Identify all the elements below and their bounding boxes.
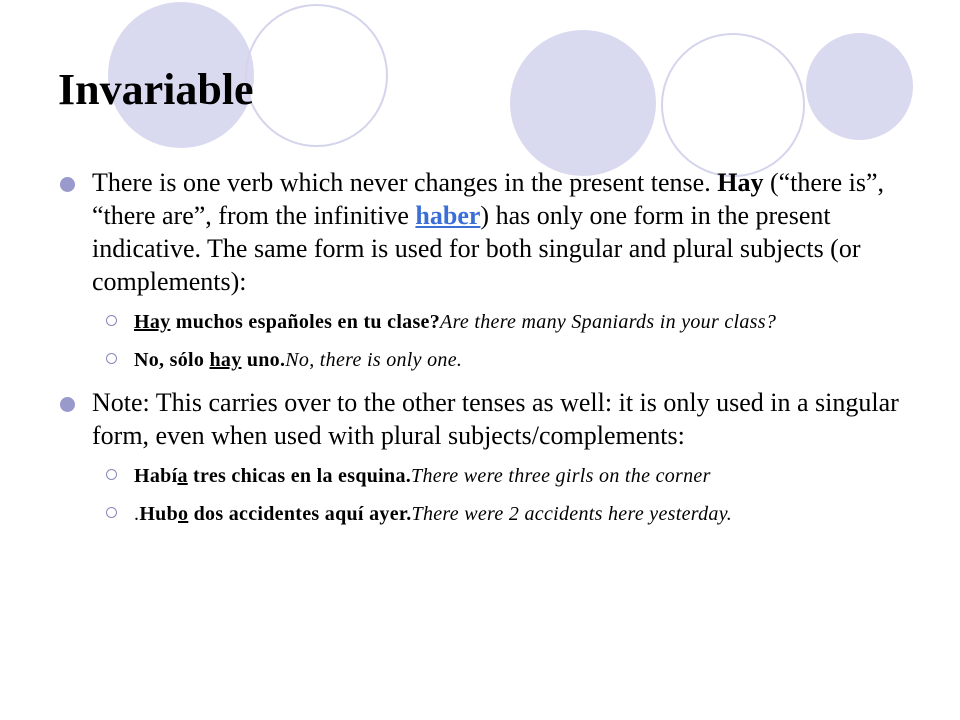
sub-bullet-icon	[106, 315, 117, 326]
bullet-dot-icon	[60, 177, 75, 192]
spanish-example: Hub	[139, 503, 179, 525]
deco-circle-filled-3	[806, 33, 913, 140]
underlined-verb: hay	[209, 349, 242, 371]
deco-circle-ring-2	[661, 33, 805, 177]
english-translation: There were three girls on the corner	[411, 465, 711, 487]
deco-circle-ring-1	[245, 4, 388, 147]
underlined-verb: Hay	[134, 311, 171, 333]
example-item	[104, 348, 920, 373]
bullet-item-hay	[60, 166, 920, 298]
bullet-dot-icon	[60, 397, 75, 412]
english-translation: Are there many Spaniards in your class?	[440, 311, 777, 333]
spanish-example: Habí	[134, 465, 178, 487]
haber-link[interactable]: haber	[415, 201, 481, 230]
spanish-example: dos accidentes aquí ayer.	[188, 503, 412, 525]
underlined-ending: a	[177, 465, 188, 487]
bullet-text: There is one verb which never changes in the present tense.	[92, 168, 718, 197]
bullet-text: ) has only one form in the present indicative. The same form is used for both singular and plural subjects (or complements):	[92, 201, 861, 296]
bullet-item-note	[60, 386, 920, 452]
sub-bullet-icon	[106, 469, 117, 480]
bullet-text: Note: This carries over to the other tenses as well: it is only used in a singular form, even when used with plural subjects/complements:	[92, 388, 899, 450]
spanish-example: No, sólo	[134, 349, 210, 371]
spanish-example: uno.	[241, 349, 286, 371]
example-item	[104, 310, 920, 335]
sub-bullet-icon	[106, 353, 117, 364]
english-translation: There were 2 accidents here yesterday.	[411, 503, 733, 525]
example-item	[104, 502, 920, 527]
sub-bullet-icon	[106, 507, 117, 518]
bullet-text: (“there is”, “there are”, from the infinitive	[92, 168, 884, 230]
english-translation: No, there is only one.	[285, 349, 463, 371]
leading-dot: .	[134, 503, 140, 525]
underlined-ending: o	[178, 503, 189, 525]
example-item	[104, 464, 920, 489]
spanish-example: tres chicas en la esquina.	[187, 465, 412, 487]
deco-circle-filled-2	[510, 30, 656, 176]
slide-body	[60, 166, 920, 540]
spanish-example: muchos españoles en tu clase?	[170, 311, 441, 333]
slide-title: Invariable	[58, 65, 254, 114]
bold-term-hay: Hay	[717, 168, 764, 197]
